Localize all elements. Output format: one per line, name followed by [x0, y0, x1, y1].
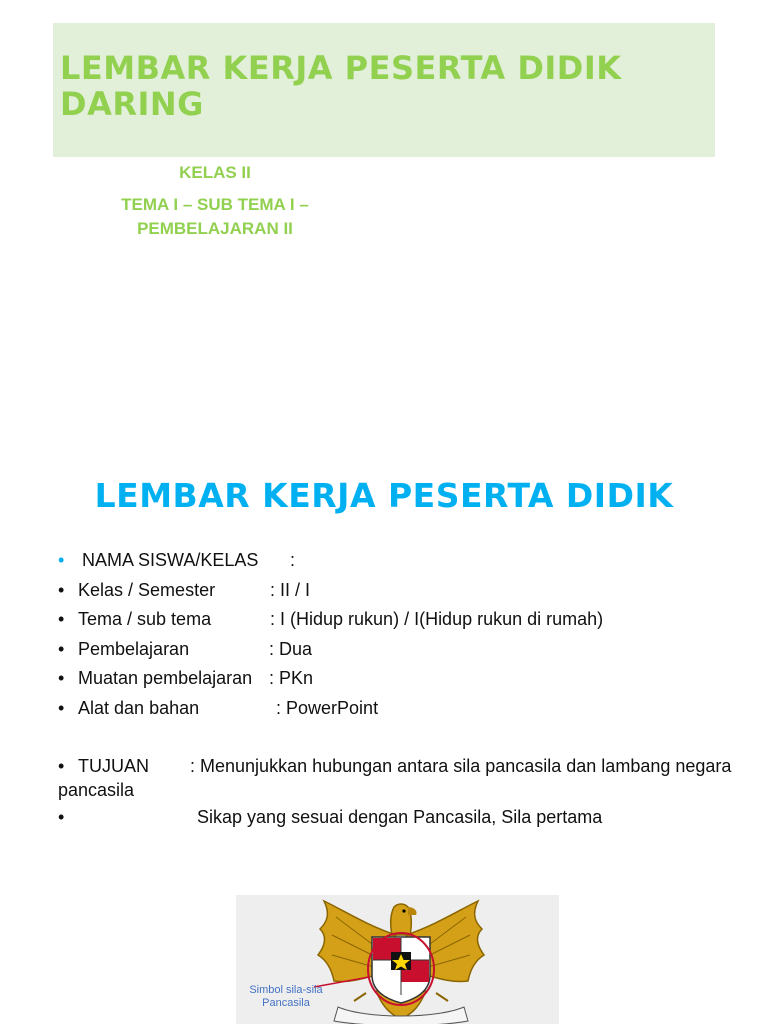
info-item-subject	[58, 666, 748, 690]
info-value: : II / I	[270, 580, 311, 600]
info-value: :	[290, 550, 296, 570]
bullet-icon: •	[58, 550, 65, 570]
info-label: TUJUAN	[78, 756, 150, 776]
worksheet-heading: LEMBAR KERJA PESERTA DIDIK	[94, 476, 674, 515]
figure-caption: Simbol sila-sila Pancasila	[249, 984, 323, 1009]
info-label: Alat dan bahan	[78, 698, 200, 718]
bullet-icon: •	[58, 639, 65, 659]
info-value: : PKn	[269, 668, 314, 688]
bullet-icon: •	[58, 668, 65, 688]
info-value: : I (Hidup rukun) / I(Hidup rukun di rumah)	[270, 609, 604, 629]
info-item-tools	[58, 696, 748, 720]
info-label: Muatan pembelajaran	[78, 668, 253, 688]
info-item-student-name	[58, 548, 748, 572]
bullet-icon: •	[58, 609, 65, 629]
info-item-theme	[58, 607, 748, 631]
bullet-icon: •	[58, 580, 65, 600]
info-value: Sikap yang sesuai dengan Pancasila, Sila pertama	[197, 807, 603, 827]
info-value: : Menunjukkan hubungan antara sila pancasila dan lambang negara pancasila	[58, 756, 732, 800]
info-item-learning	[58, 637, 748, 661]
info-label: Pembelajaran	[78, 639, 190, 659]
info-label: Kelas / Semester	[78, 580, 216, 600]
worksheet-title: LEMBAR KERJA PESERTA DIDIK DARING	[60, 49, 622, 123]
bullet-icon: •	[58, 756, 65, 776]
bullet-icon: •	[58, 807, 65, 827]
theme-label: TEMA I – SUB TEMA I – PEMBELAJARAN II	[121, 195, 309, 238]
info-item-objective	[58, 754, 748, 802]
info-label: NAMA SISWA/KELAS	[82, 550, 259, 570]
pancasila-figure	[236, 895, 559, 1024]
class-label: KELAS II	[179, 163, 251, 182]
info-item-class-semester	[58, 578, 748, 602]
info-value: : Dua	[269, 639, 313, 659]
info-value: : PowerPoint	[276, 698, 379, 718]
info-item-objective-2	[58, 805, 748, 829]
bullet-icon: •	[58, 698, 65, 718]
info-label: Tema / sub tema	[78, 609, 212, 629]
